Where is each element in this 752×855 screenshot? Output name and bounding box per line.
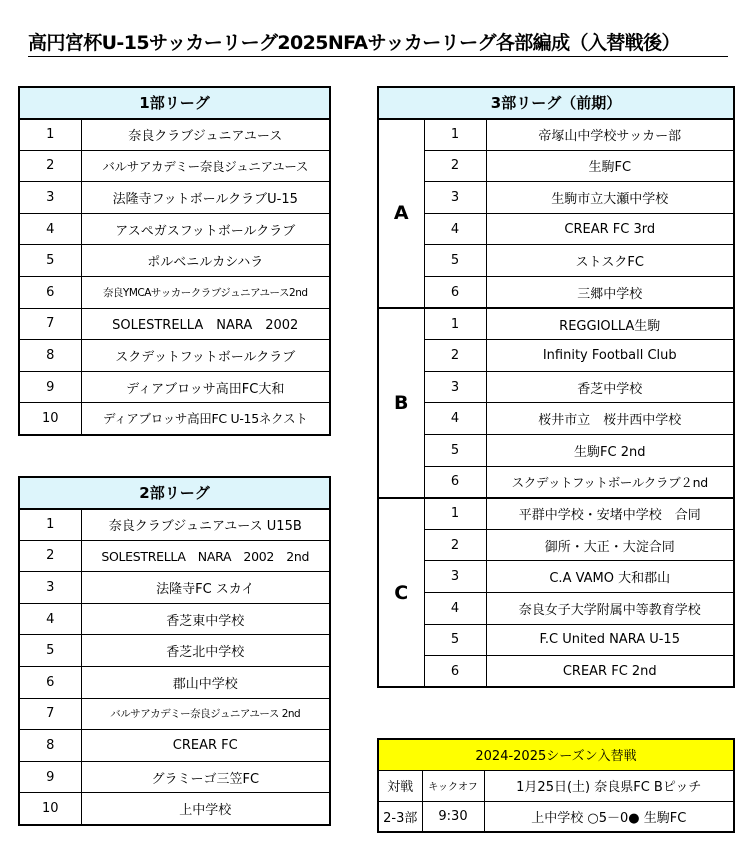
- row-number: 6: [19, 667, 81, 699]
- row-number: 6: [424, 656, 486, 688]
- table-row: [19, 340, 330, 372]
- table-row: [378, 656, 734, 688]
- league3-table: [377, 86, 735, 688]
- team-name: 奈良クラブジュニアユース U15B: [81, 509, 330, 541]
- row-number: 4: [19, 603, 81, 635]
- page-title: 高円宮杯U-15サッカーリーグ2025NFAサッカーリーグ各部編成（入替戦後）: [28, 30, 728, 57]
- row-number: 2: [19, 540, 81, 572]
- team-name: 香芝東中学校: [81, 603, 330, 635]
- team-name: 郡山中学校: [81, 667, 330, 699]
- group-label: A: [378, 119, 424, 309]
- team-name: 生駒FC: [486, 150, 734, 182]
- match-division: 2-3部: [378, 801, 422, 832]
- table-row: [378, 308, 734, 340]
- team-name: 御所・大正・大淀合同: [486, 529, 734, 561]
- row-number: 1: [19, 119, 81, 151]
- group-label: C: [378, 498, 424, 688]
- table-row: [19, 793, 330, 825]
- table-row: [19, 245, 330, 277]
- table-row: [378, 624, 734, 656]
- col-kickoff-label: キックオフ: [422, 770, 484, 801]
- row-number: 6: [424, 277, 486, 309]
- team-name: 法隆寺フットボールクラブU-15: [81, 182, 330, 214]
- team-name: ディアブロッサ高田FC U-15ネクスト: [81, 403, 330, 435]
- team-name: 香芝中学校: [486, 371, 734, 403]
- row-number: 3: [424, 561, 486, 593]
- table-row: [378, 150, 734, 182]
- team-name: 帝塚山中学校サッカー部: [486, 119, 734, 151]
- match-result: 上中学校 ○5－0● 生駒FC: [484, 801, 734, 832]
- table-row: [19, 182, 330, 214]
- table-row: [19, 761, 330, 793]
- table-row: [19, 213, 330, 245]
- row-number: 5: [19, 245, 81, 277]
- team-name: SOLESTRELLA NARA 2002: [81, 308, 330, 340]
- row-number: 5: [424, 435, 486, 467]
- row-number: 4: [424, 593, 486, 625]
- table-row: [378, 182, 734, 214]
- team-name: 奈良女子大学附属中等教育学校: [486, 593, 734, 625]
- row-number: 5: [424, 624, 486, 656]
- team-name: 生駒市立大瀬中学校: [486, 182, 734, 214]
- row-number: 9: [19, 371, 81, 403]
- row-number: 4: [424, 213, 486, 245]
- table-row: [378, 119, 734, 151]
- table-row: [19, 308, 330, 340]
- team-name: スクデットフットボールクラブ２nd: [486, 466, 734, 498]
- row-number: 2: [424, 340, 486, 372]
- table-row: [378, 770, 734, 801]
- row-number: 1: [424, 308, 486, 340]
- team-name: ポルベニルカシハラ: [81, 245, 330, 277]
- league2-header: 2部リーグ: [19, 477, 330, 509]
- row-number: 9: [19, 761, 81, 793]
- table-row: [19, 403, 330, 435]
- row-number: 8: [19, 340, 81, 372]
- row-number: 1: [424, 119, 486, 151]
- table-row: [19, 509, 330, 541]
- table-row: [378, 529, 734, 561]
- team-name: Infinity Football Club: [486, 340, 734, 372]
- team-name: バルサアカデミー奈良ジュニアユース 2nd: [81, 698, 330, 730]
- team-name: CREAR FC 2nd: [486, 656, 734, 688]
- team-name: 奈良クラブジュニアユース: [81, 119, 330, 151]
- group-label: B: [378, 308, 424, 498]
- team-name: バルサアカデミー奈良ジュニアユース: [81, 150, 330, 182]
- league1-header: 1部リーグ: [19, 87, 330, 119]
- table-row: [378, 403, 734, 435]
- row-number: 1: [424, 498, 486, 530]
- kickoff-time: 9:30: [422, 801, 484, 832]
- team-name: ディアブロッサ高田FC大和: [81, 371, 330, 403]
- team-name: 奈良YMCAサッカークラブジュニアユース2nd: [81, 277, 330, 309]
- table-row: [378, 435, 734, 467]
- col-match-label: 対戦: [378, 770, 422, 801]
- table-row: [378, 466, 734, 498]
- table-row: [19, 119, 330, 151]
- row-number: 7: [19, 308, 81, 340]
- team-name: 法隆寺FC スカイ: [81, 572, 330, 604]
- team-name: SOLESTRELLA NARA 2002 2nd: [81, 540, 330, 572]
- row-number: 3: [424, 182, 486, 214]
- team-name: C.A VAMO 大和郡山: [486, 561, 734, 593]
- team-name: REGGIOLLA生駒: [486, 308, 734, 340]
- row-number: 3: [19, 182, 81, 214]
- row-number: 10: [19, 793, 81, 825]
- team-name: スクデットフットボールクラブ: [81, 340, 330, 372]
- league3-header: 3部リーグ（前期）: [378, 87, 734, 119]
- table-row: [19, 371, 330, 403]
- promotion-match-table: [377, 738, 735, 833]
- team-name: CREAR FC: [81, 730, 330, 762]
- row-number: 7: [19, 698, 81, 730]
- table-row: [378, 561, 734, 593]
- table-row: [378, 593, 734, 625]
- table-row: [19, 540, 330, 572]
- team-name: ストスクFC: [486, 245, 734, 277]
- row-number: 4: [19, 213, 81, 245]
- table-row: [378, 498, 734, 530]
- row-number: 6: [424, 466, 486, 498]
- team-name: F.C United NARA U-15: [486, 624, 734, 656]
- row-number: 6: [19, 277, 81, 309]
- team-name: グラミーゴ三笠FC: [81, 761, 330, 793]
- row-number: 10: [19, 403, 81, 435]
- promotion-header: 2024-2025シーズン入替戦: [378, 739, 734, 770]
- team-name: 香芝北中学校: [81, 635, 330, 667]
- table-row: [19, 635, 330, 667]
- row-number: 2: [424, 529, 486, 561]
- table-row: [378, 801, 734, 832]
- row-number: 5: [424, 245, 486, 277]
- league2-table: [18, 476, 331, 826]
- team-name: 桜井市立 桜井西中学校: [486, 403, 734, 435]
- table-row: [378, 371, 734, 403]
- row-number: 2: [424, 150, 486, 182]
- team-name: アスペガスフットボールクラブ: [81, 213, 330, 245]
- table-row: [19, 150, 330, 182]
- row-number: 1: [19, 509, 81, 541]
- team-name: 上中学校: [81, 793, 330, 825]
- date-venue: 1月25日(土) 奈良県FC Bピッチ: [484, 770, 734, 801]
- row-number: 2: [19, 150, 81, 182]
- row-number: 3: [424, 371, 486, 403]
- table-row: [19, 730, 330, 762]
- row-number: 3: [19, 572, 81, 604]
- table-row: [19, 277, 330, 309]
- team-name: 平群中学校・安堵中学校 合同: [486, 498, 734, 530]
- team-name: 三郷中学校: [486, 277, 734, 309]
- team-name: CREAR FC 3rd: [486, 213, 734, 245]
- row-number: 8: [19, 730, 81, 762]
- table-row: [378, 213, 734, 245]
- league1-table: [18, 86, 331, 436]
- table-row: [19, 698, 330, 730]
- table-row: [378, 245, 734, 277]
- row-number: 4: [424, 403, 486, 435]
- table-row: [19, 603, 330, 635]
- row-number: 5: [19, 635, 81, 667]
- table-row: [19, 572, 330, 604]
- team-name: 生駒FC 2nd: [486, 435, 734, 467]
- table-row: [378, 277, 734, 309]
- table-row: [378, 340, 734, 372]
- table-row: [19, 667, 330, 699]
